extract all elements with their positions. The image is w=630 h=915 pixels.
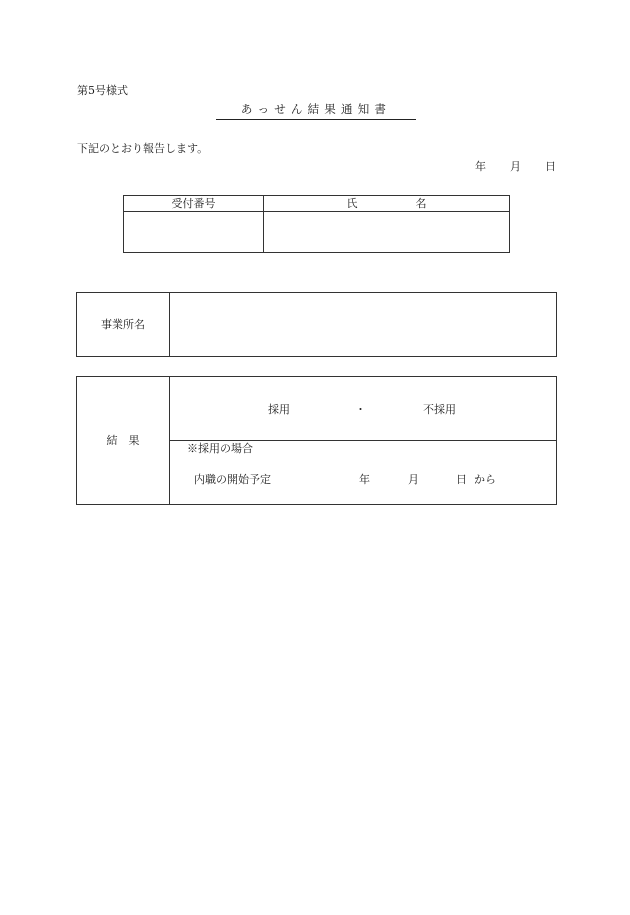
start-day-label: 日 [456,473,467,486]
date-year-label: 年 [475,160,486,173]
business-table [76,292,557,357]
form-number: 第5号様式 [77,84,128,97]
intro-text: 下記のとおり報告します。 [77,142,209,155]
date-day-label: 日 [545,160,556,173]
result-table [76,376,557,505]
result-label: 結 果 [106,434,140,447]
reception-table [123,195,510,253]
start-date-label: 内職の開始予定 [194,473,271,486]
result-table-row-line [169,440,556,441]
name-header [264,197,509,211]
option-not-hired: 不採用 [423,403,456,416]
option-separator: ・ [355,403,366,416]
option-hired: 採用 [268,403,290,416]
start-month-label: 月 [408,473,419,486]
hired-case-note: ※採用の場合 [187,442,253,455]
start-from-label: から [474,473,496,486]
name-header-part1: 氏 [346,197,358,210]
document-title: あっせん結果通知書 [216,101,416,120]
name-header-part2: 名 [415,197,427,210]
business-name-label: 事業所名 [101,318,145,331]
date-month-label: 月 [510,160,521,173]
business-table-divider [169,293,170,356]
reception-table-header-line [124,211,509,212]
reception-number-header: 受付番号 [171,197,216,210]
start-year-label: 年 [359,473,370,486]
